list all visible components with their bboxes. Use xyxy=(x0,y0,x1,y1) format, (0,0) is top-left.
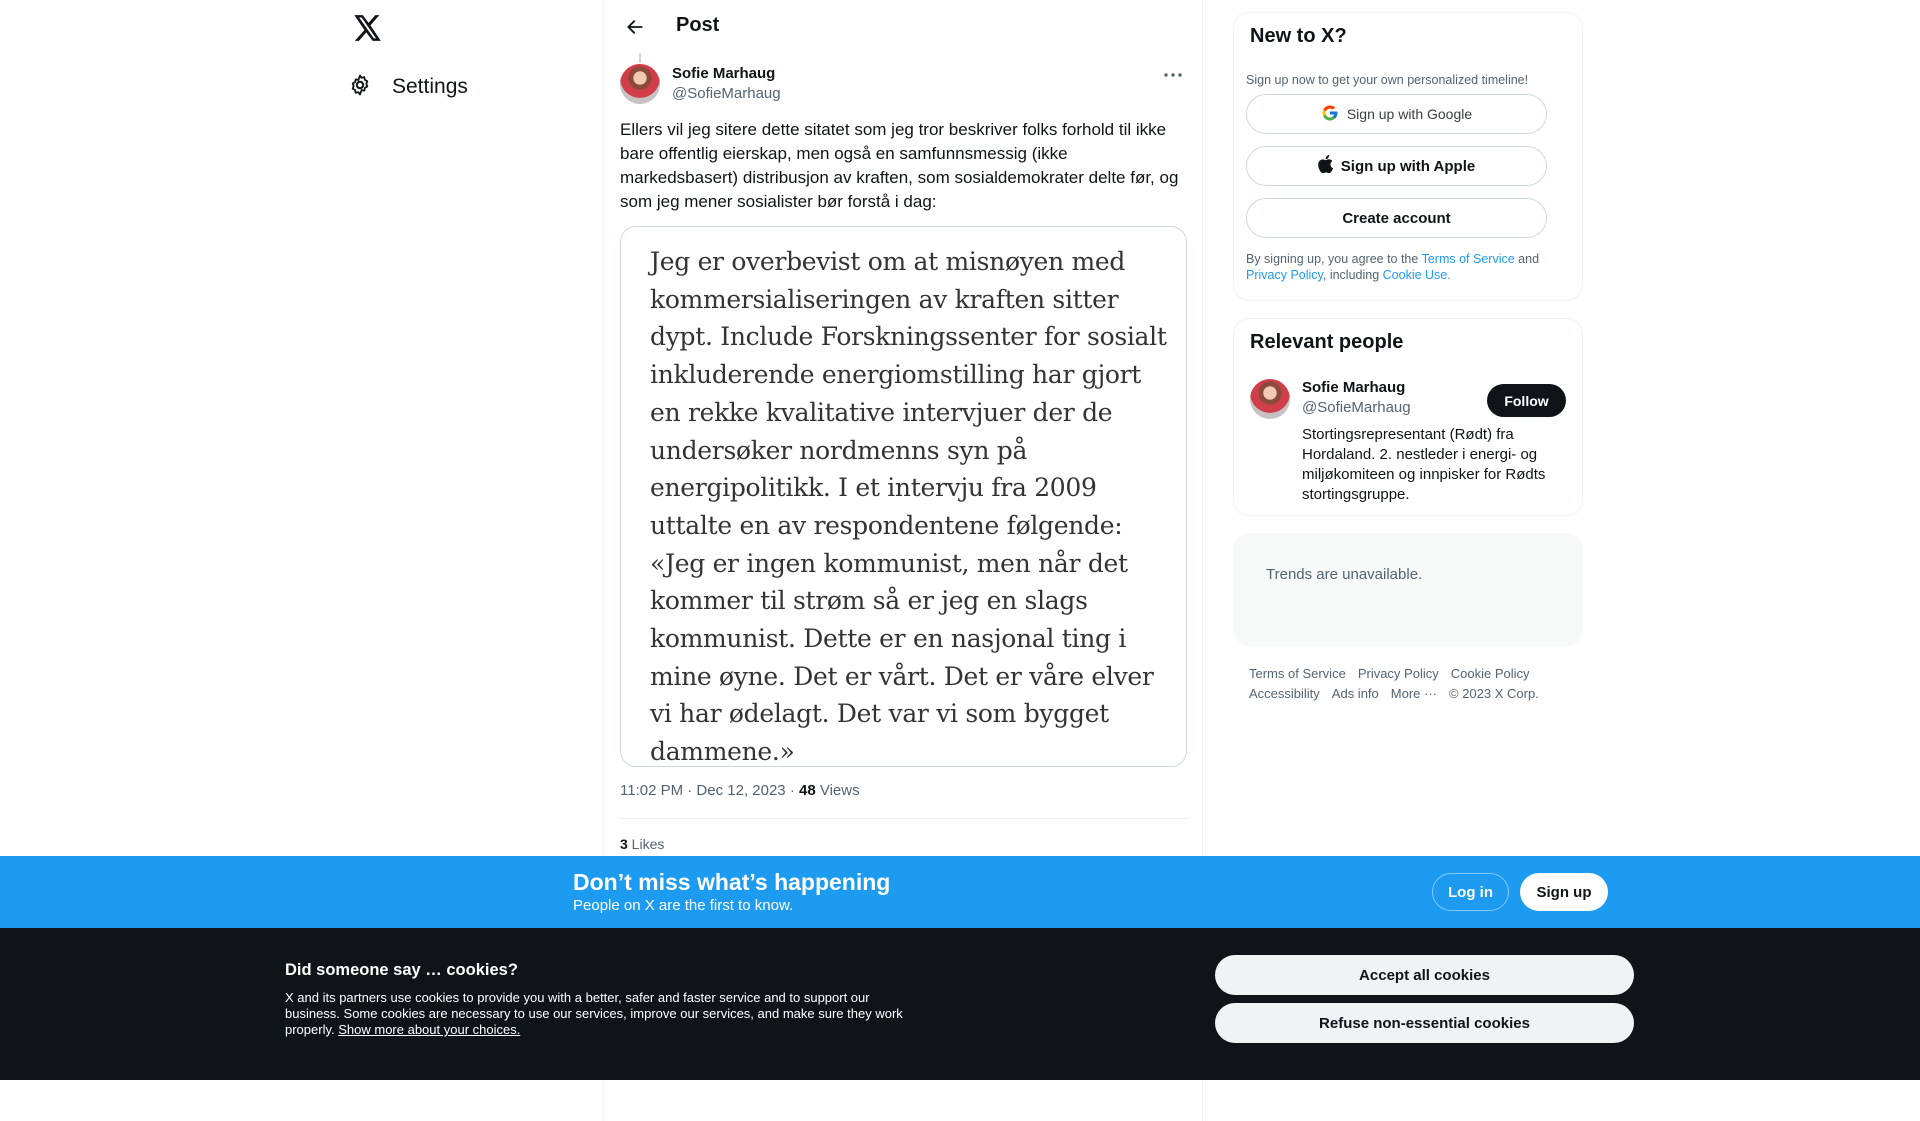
person-name[interactable]: Sofie Marhaug xyxy=(1302,379,1406,396)
views-label: Views xyxy=(815,782,860,799)
cookie-use-link[interactable]: Cookie Use. xyxy=(1382,268,1451,282)
show-more-choices-link[interactable]: Show more about your choices. xyxy=(338,1022,521,1037)
footer-accessibility-link[interactable]: Accessibility xyxy=(1249,686,1320,701)
cookie-text xyxy=(285,990,910,1038)
create-account-button[interactable] xyxy=(1246,198,1547,238)
likes-label: Likes xyxy=(627,836,665,852)
person-handle[interactable]: @SofieMarhaug xyxy=(1302,399,1411,416)
cookie-title: Did someone say … cookies? xyxy=(285,961,518,979)
post-time[interactable]: 11:02 PM · Dec 12, 2023 xyxy=(620,782,786,799)
banner-title: Don’t miss what’s happening xyxy=(573,869,891,895)
post-image[interactable] xyxy=(620,226,1187,767)
footer-more-link[interactable]: More ··· xyxy=(1390,686,1437,701)
terms-link[interactable]: Terms of Service xyxy=(1421,252,1515,266)
relevant-people-title: Relevant people xyxy=(1250,331,1404,353)
cookie-body: X and its partners use cookies to provide you with a better, safer and faster service and to support our business. Some cookies are necessary to use our services, improve our services, and make sure they work properly. xyxy=(285,990,903,1037)
relevant-people-card xyxy=(1233,318,1583,516)
legal-prefix: By signing up, you agree to the xyxy=(1246,252,1422,266)
google-signup-label: Sign up with Google xyxy=(1346,106,1473,122)
trends-card xyxy=(1233,533,1583,646)
nav-settings-label: Settings xyxy=(392,75,468,98)
x-logo-icon[interactable] xyxy=(348,12,388,44)
post-header xyxy=(604,0,1204,53)
person-bio: Stortingsrepresentant (Rødt) fra Hordaland. 2. nestleder i energi- og miljøkomiteen og innpisker for Rødts stortingsgruppe. xyxy=(1302,426,1546,503)
refuse-cookies-button[interactable]: Refuse non-essential cookies xyxy=(1215,1003,1634,1043)
footer-copyright: © 2023 X Corp. xyxy=(1449,686,1539,701)
more-options-icon[interactable] xyxy=(1158,62,1188,88)
post-image-text: Jeg er overbevist om at misnøyen med kommersialiseringen av kraften sitter dypt. Include Forskningssenter for sosialt inkluderende energiomstilling har gjort en rekke kvalitative intervjuer der de undersøker nordmenns syn på energipolitikk. I et intervju fra 2009 uttalte en av respondentene følgende: «Jeg er ingen kommunist, men når det kommer til strøm så er jeg en slags kommunist. Dette er en nasjonal ting i mine øyne. Det er vårt. Det er våre elver vi har ødelagt. Det var vi som bygget dammene.» xyxy=(650,247,1167,767)
create-account-label: Create account xyxy=(1342,209,1451,227)
google-icon xyxy=(1321,104,1339,125)
new-to-x-subtitle: Sign up now to get your own personalized timeline! xyxy=(1246,73,1529,87)
footer-links xyxy=(1249,664,1579,704)
footer-privacy-link[interactable]: Privacy Policy xyxy=(1357,666,1439,681)
banner-subtitle: People on X are the first to know. xyxy=(573,897,794,914)
apple-icon xyxy=(1318,155,1333,177)
new-to-x-card xyxy=(1233,12,1583,301)
thread-line xyxy=(639,53,641,63)
google-signup-button[interactable] xyxy=(1246,94,1547,134)
footer-ads-link[interactable]: Ads info xyxy=(1331,686,1379,701)
likes-count: 3 xyxy=(620,836,628,852)
accept-cookies-button[interactable]: Accept all cookies xyxy=(1215,955,1634,995)
author-avatar[interactable] xyxy=(620,64,660,104)
legal-including: , including xyxy=(1322,268,1383,282)
footer-cookie-link[interactable]: Cookie Policy xyxy=(1450,666,1530,681)
nav-settings[interactable] xyxy=(348,70,468,104)
gear-icon xyxy=(348,73,372,102)
signup-banner xyxy=(0,856,1920,928)
post-text: Ellers vil jeg sitere dette sitatet som jeg tror beskriver folks forhold til ikke bare offentlig eierskap, men også en samfunnsmessig (ikke markedsbasert) distribusjon av kraften, som sosialdemokrater delte før, og som jeg mener sosialister bør forstå i dag: xyxy=(620,120,1179,211)
new-to-x-title: New to X? xyxy=(1250,25,1347,47)
cookie-consent-bar xyxy=(0,928,1920,1080)
page-title: Post xyxy=(676,14,720,36)
views-count: 48 xyxy=(799,782,816,799)
footer-terms-link[interactable]: Terms of Service xyxy=(1249,666,1346,681)
person-avatar[interactable] xyxy=(1250,379,1290,419)
signup-button[interactable]: Sign up xyxy=(1520,873,1608,911)
privacy-link[interactable]: Privacy Policy xyxy=(1246,268,1323,282)
trends-unavailable-text: Trends are unavailable. xyxy=(1266,566,1423,583)
divider xyxy=(620,818,1188,819)
login-button[interactable]: Log in xyxy=(1432,873,1509,911)
legal-and: and xyxy=(1514,252,1540,266)
author-name[interactable]: Sofie Marhaug xyxy=(672,65,776,82)
signup-legal-text xyxy=(1246,251,1576,283)
back-arrow-icon[interactable] xyxy=(618,12,652,42)
apple-signup-label: Sign up with Apple xyxy=(1340,157,1476,175)
follow-button[interactable]: Follow xyxy=(1487,384,1566,417)
post-meta: 11:02 PM · Dec 12, 2023 · 48 Views xyxy=(620,782,860,799)
apple-signup-button[interactable] xyxy=(1246,146,1547,186)
likes-stat[interactable] xyxy=(620,836,664,852)
author-handle[interactable]: @SofieMarhaug xyxy=(672,85,781,102)
